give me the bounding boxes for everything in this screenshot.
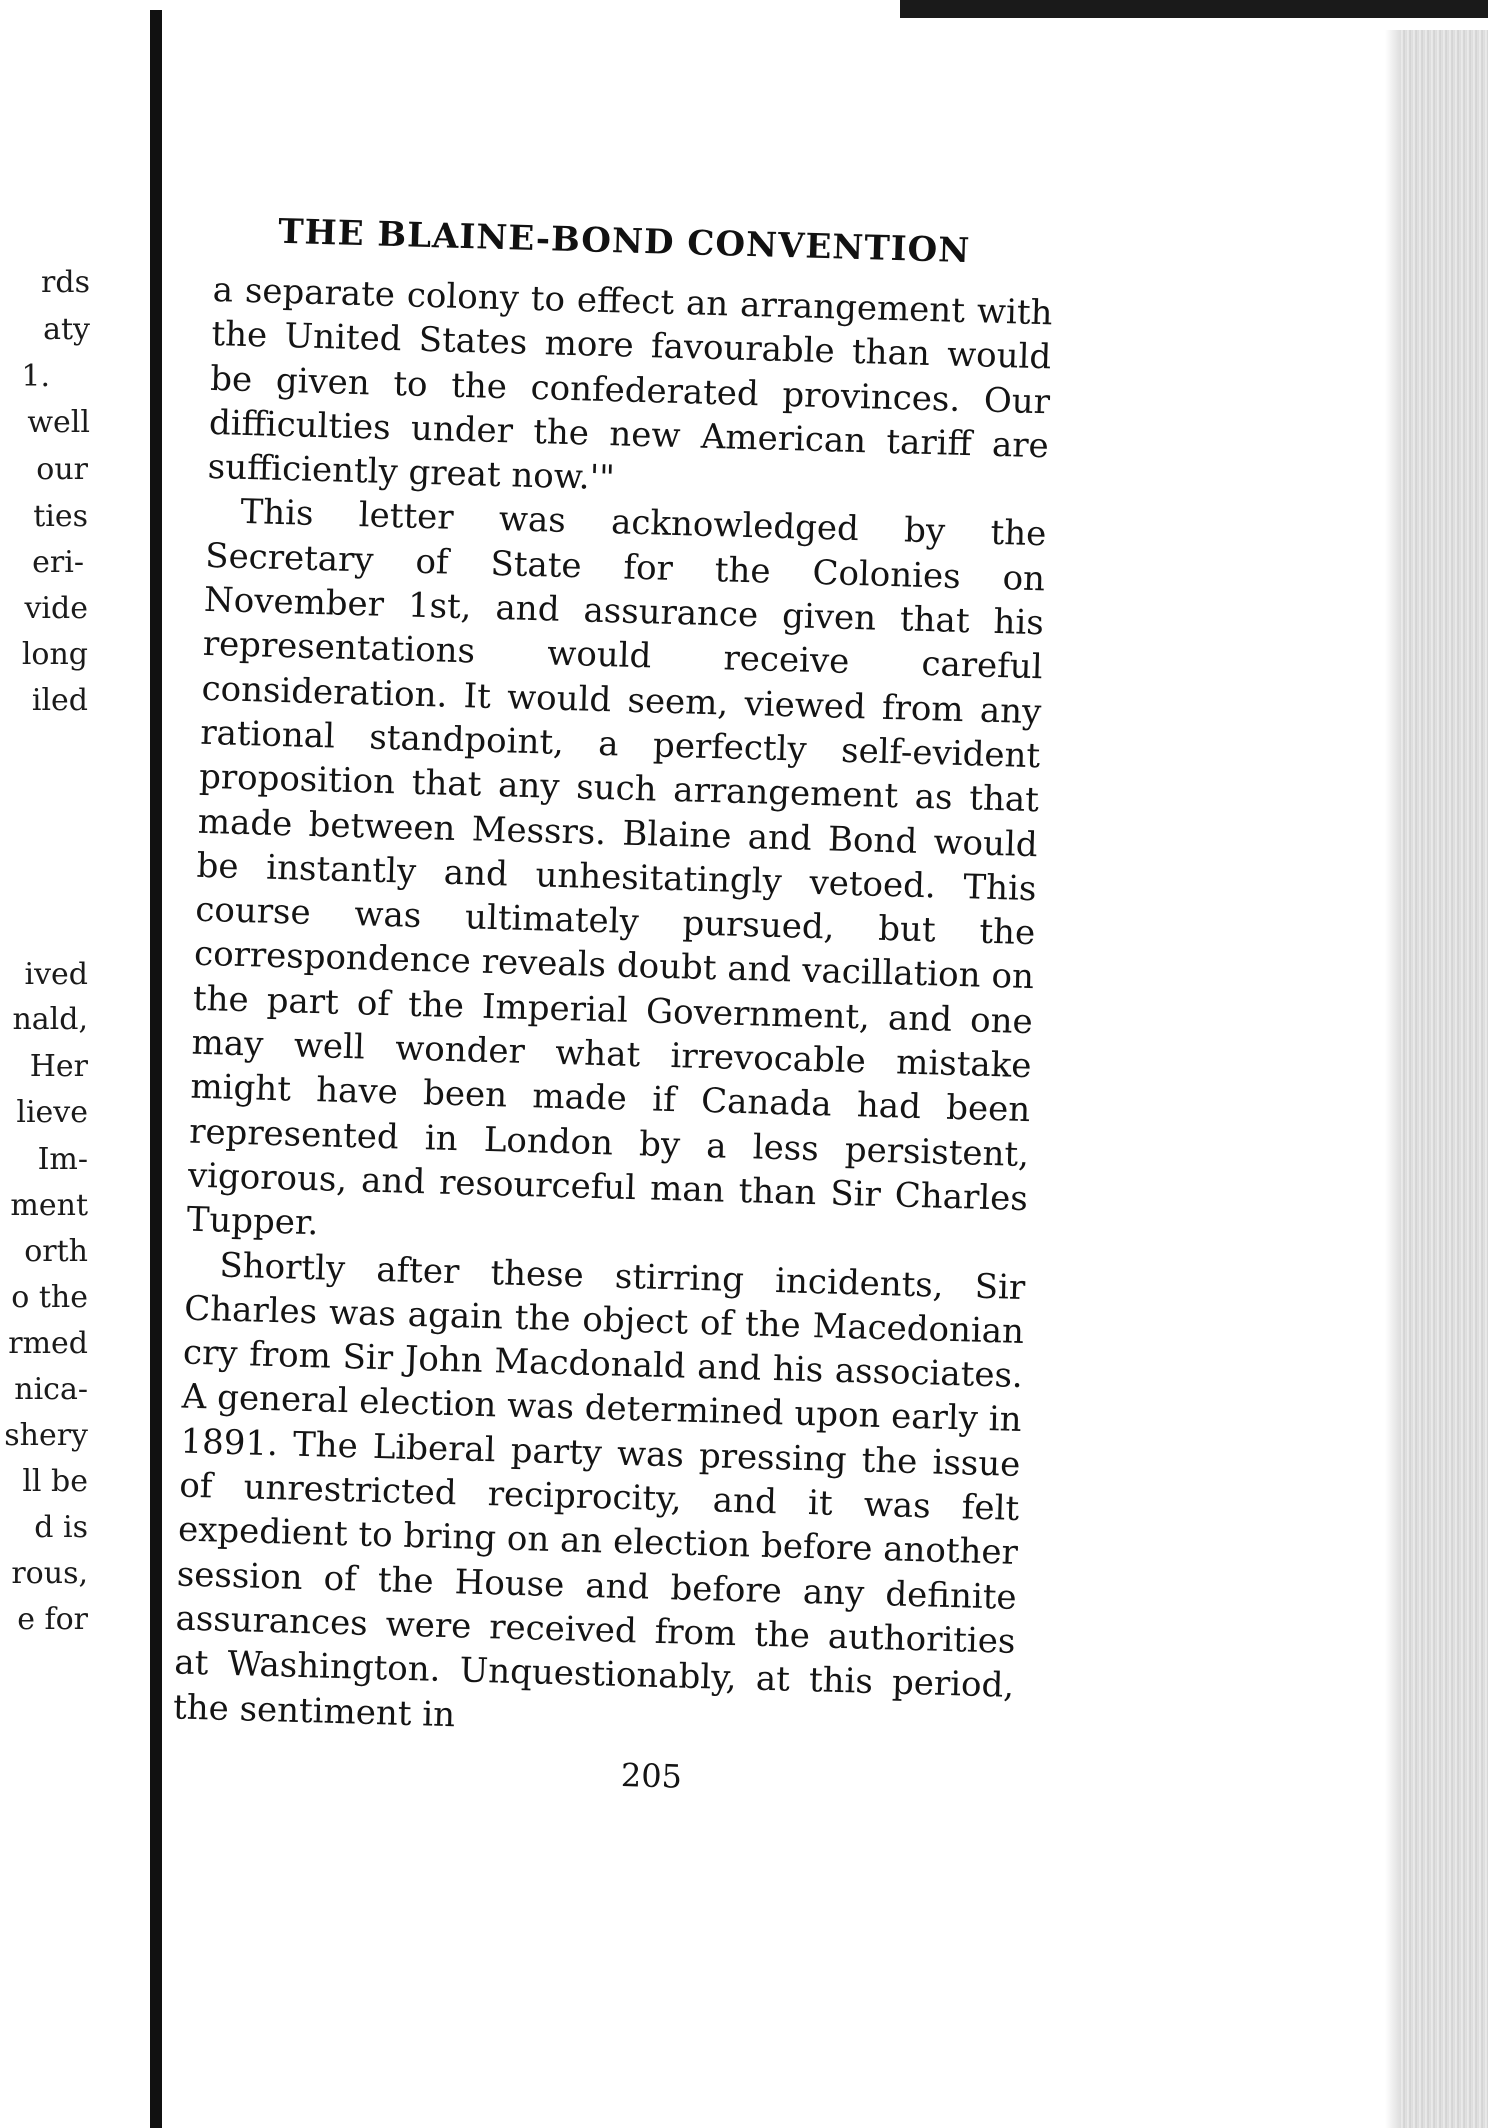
page-stack-edge xyxy=(1400,30,1488,2128)
paragraph: a separate colony to effect an arrangement with the United States more favourable than would be given to the confederated provinces. Our difficulties under the new American tariff are sufficiently great now.'" xyxy=(207,269,1053,499)
left-page-fragment: aty xyxy=(43,312,90,347)
left-page-fragment: Im- xyxy=(37,1142,88,1177)
left-page-fragment: ties xyxy=(33,499,88,534)
book-gutter xyxy=(150,10,162,2128)
left-page-fragment: Her xyxy=(29,1049,88,1084)
left-page-fragment: vide xyxy=(24,591,88,626)
left-page-fragment: long xyxy=(21,637,88,672)
left-page-fragment: our xyxy=(36,452,88,487)
left-page-fragment: o the xyxy=(11,1280,88,1315)
paragraph: This letter was acknowledged by the Secretary of State for the Colonies on November 1st, and assurance given that his representations would receive careful consideration. It would seem, viewed from any rational standpoint, a perfectly self-evident proposition that any such arrangement as that made between Messrs. Blaine and Bond would be instantly and unhesitatingly vetoed. This course was ultimately pursued, but the correspondence reveals doubt and vacillation on the part of the Imperial Government, and one may well wonder what irrevocable mistake might have been made if Canada had been represented in London by a less persistent, vigorous, and resourceful man than Sir Charles Tupper. xyxy=(186,492,1047,1244)
left-page-fragment: e for xyxy=(17,1602,88,1637)
page-number: 205 xyxy=(620,1755,683,1796)
left-page-fragment: eri- xyxy=(32,545,84,580)
left-page-fragment: lieve xyxy=(16,1095,88,1130)
left-page-fragment: d is xyxy=(34,1510,88,1545)
running-head: THE BLAINE-BOND CONVENTION xyxy=(277,211,971,272)
left-page-fragment: rmed xyxy=(8,1326,88,1361)
left-page-fragment: orth xyxy=(24,1234,88,1269)
book-page xyxy=(171,210,1095,1806)
left-page-fragment: ll be xyxy=(22,1464,88,1499)
left-page-fragment: ived xyxy=(24,957,88,992)
left-page-fragment: ment xyxy=(10,1188,88,1223)
left-page-fragment: iled xyxy=(31,683,88,718)
left-page-fragment: rous, xyxy=(11,1556,88,1591)
left-facing-page xyxy=(0,0,150,2128)
left-page-fragment: well xyxy=(27,405,90,440)
paragraph: Shortly after these stirring incidents, Sir Charles was again the object of the Macedonian cry from Sir John Macdonald and his associates. A general election was determined upon early in 1891. The Liberal party was pressing the issue of unrestricted reciprocity, and it was felt expedient to bring on an election before another session of the House and before any definite assurances were received from the authorities at Washington. Unquestionably, at this period, the sentiment in xyxy=(172,1245,1026,1735)
left-page-fragment: nald, xyxy=(12,1002,88,1037)
left-page-fragment: shery xyxy=(4,1418,88,1453)
left-page-fragment: rds xyxy=(41,265,90,300)
book-cover-edge xyxy=(900,0,1488,18)
left-page-fragment: nica- xyxy=(14,1372,88,1407)
left-page-fragment: 1. xyxy=(21,359,50,394)
